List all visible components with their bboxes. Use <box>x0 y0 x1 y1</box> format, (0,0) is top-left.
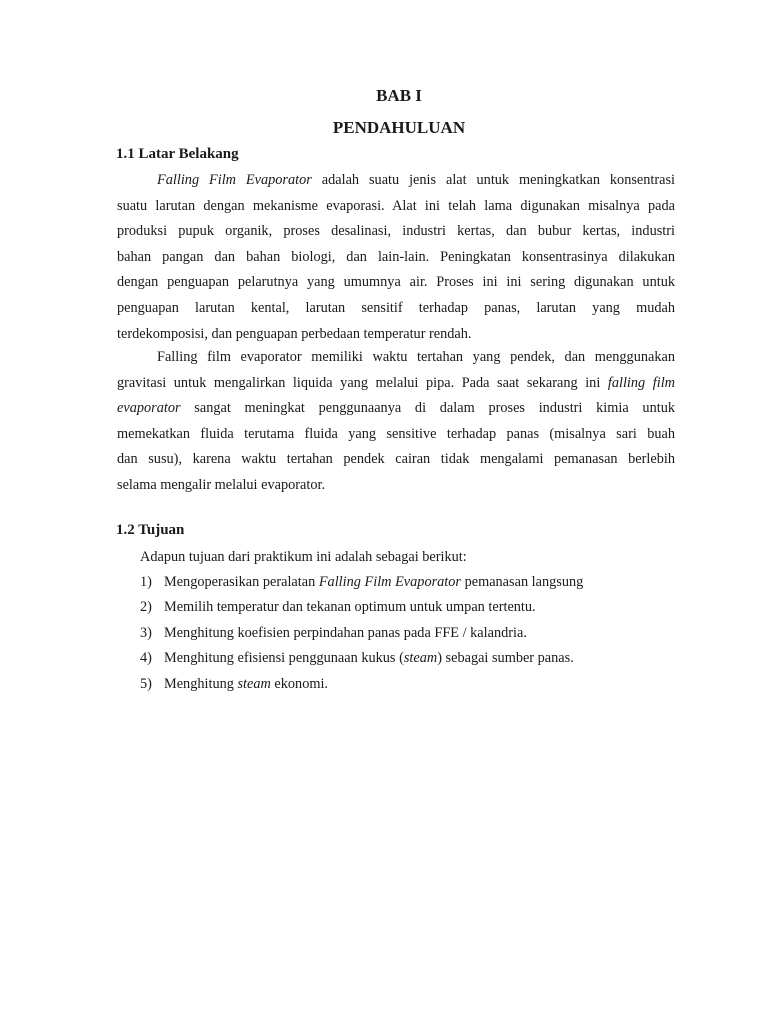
italic-term: steam <box>237 675 271 692</box>
list-number: 4) <box>140 650 152 667</box>
text-span: Menghitung efisiensi penggunaan kukus ( <box>164 650 404 667</box>
section-heading-tujuan: 1.2 Tujuan <box>116 522 185 538</box>
list-item <box>140 672 583 697</box>
term-evaporator: evaporator <box>117 400 181 417</box>
list-number: 3) <box>140 624 152 641</box>
chapter-title: PENDAHULUAN <box>332 118 466 137</box>
goals-list <box>140 570 583 697</box>
paragraph-line: Falling film evaporator memiliki waktu tertahan yang pendek, dan menggunakan <box>157 349 675 365</box>
list-number: 2) <box>140 599 152 616</box>
text-span: ekonomi. <box>270 675 329 692</box>
paragraph-line: dan susu), karena waktu tertahan pendek cairan tidak mengalami pemanasan berlebih <box>117 451 675 468</box>
paragraph-line: dengan penguapan pelarutnya yang umumnya air. Proses ini ini sering digunakan untuk <box>117 274 675 291</box>
paragraph-line: penguapan larutan kental, larutan sensitif terhadap panas, larutan yang mudah <box>117 299 675 316</box>
text-span: Menghitung koefisien perpindahan panas pada FFE / kalandria. <box>164 624 527 641</box>
paragraph-line <box>117 371 675 397</box>
italic-term: steam <box>403 650 438 667</box>
text-span: pemanasan langsung <box>461 574 584 590</box>
paragraph-line <box>117 396 675 422</box>
text-span: Memilih temperatur dan tekanan optimum untuk umpan tertentu. <box>164 599 536 616</box>
list-item <box>140 595 583 620</box>
text-span: gravitasi untuk mengalirkan liquida yang melalui pipa. Pada saat sekarang ini <box>117 374 601 391</box>
paragraph-line: suatu larutan dengan mekanisme evaporasi. Alat ini telah lama digunakan misalnya pada <box>117 197 675 214</box>
list-number: 1) <box>140 574 152 590</box>
italic-term: Falling Film Evaporator <box>318 574 461 590</box>
text-span: Mengoperasikan peralatan <box>164 574 319 590</box>
paragraph-line: selama mengalir melalui evaporator. <box>117 476 326 493</box>
list-item <box>140 646 583 671</box>
paragraph-line <box>117 168 675 194</box>
paragraph-latar-belakang-1 <box>117 168 675 347</box>
paragraph-line: terdekomposisi, dan penguapan perbedaan temperatur rendah. <box>117 325 472 342</box>
paragraph-line: produksi pupuk organik, proses desalinasi, industri kertas, dan bubur kertas, industri <box>117 223 675 240</box>
list-item <box>140 621 583 646</box>
paragraph-latar-belakang-2 <box>117 345 675 499</box>
paragraph-line: memekatkan fluida terutama fluida yang sensitive terhadap panas (misalnya sari buah <box>117 425 675 442</box>
section-heading-latar-belakang: 1.1 Latar Belakang <box>116 146 239 162</box>
list-number: 5) <box>140 675 152 692</box>
text-span: Menghitung <box>164 675 238 692</box>
tujuan-intro: Adapun tujuan dari praktikum ini adalah sebagai berikut: <box>140 549 467 565</box>
text-span: sangat meningkat penggunaanya di dalam proses industri kimia untuk <box>194 400 675 417</box>
term-falling-film: falling film <box>607 374 675 391</box>
term-falling-film-evaporator: Falling Film Evaporator <box>157 172 312 188</box>
chapter-number: BAB I <box>376 86 422 105</box>
paragraph-line: bahan pangan dan bahan biologi, dan lain-lain. Peningkatan konsentrasinya dilakukan <box>117 248 675 265</box>
text-span: ) sebagai sumber panas. <box>437 650 574 667</box>
list-item <box>140 570 583 595</box>
text-span: adalah suatu jenis alat untuk meningkatkan konsentrasi <box>321 172 676 188</box>
